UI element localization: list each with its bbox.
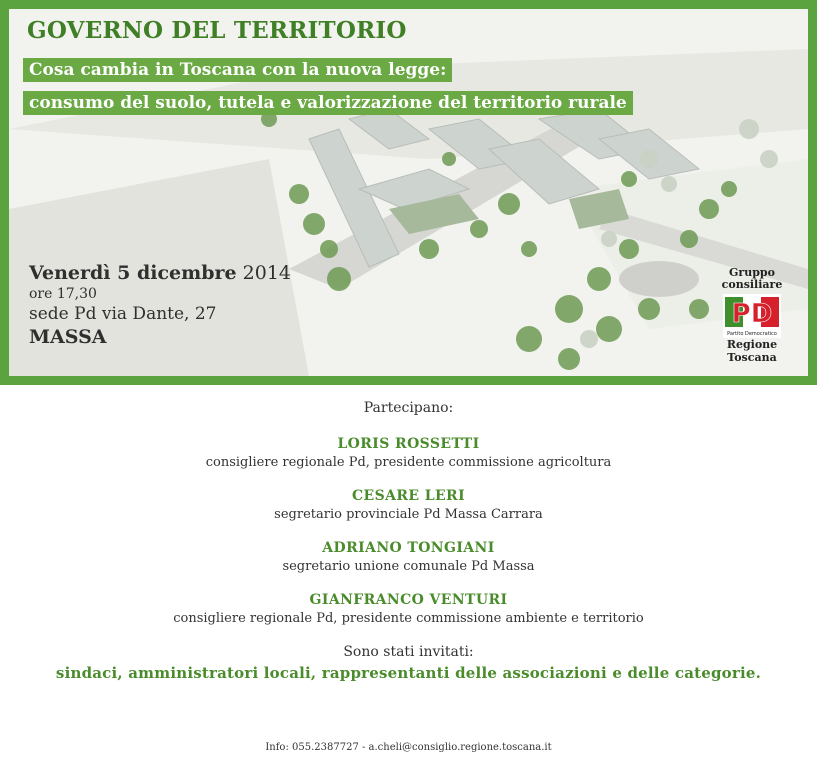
invited-intro: Sono stati invitati: (343, 644, 474, 660)
participant-item (0, 592, 817, 626)
participants-intro: Partecipano: (363, 400, 454, 416)
participant-name: ADRIANO TONGIANI (322, 540, 495, 556)
event-program (0, 400, 817, 682)
participant-item (0, 436, 817, 470)
participant-name: LORIS ROSSETTI (337, 436, 480, 452)
event-details (29, 262, 291, 348)
participant-name: GIANFRANCO VENTURI (309, 592, 508, 608)
event-date-day: Venerdì 5 dicembre (29, 262, 237, 284)
subtitle-line-2: consumo del suolo, tutela e valorizzazione del territorio rurale (23, 91, 633, 115)
contact-info: Info: 055.2387727 - a.cheli@consiglio.regione.toscana.it (265, 742, 552, 753)
participant-role: segretario unione comunale Pd Massa (282, 559, 535, 574)
logo-region-line-1: Regione (726, 338, 778, 351)
banner-image-area (9, 9, 808, 376)
event-banner (0, 0, 817, 385)
event-place: sede Pd via Dante, 27 (29, 304, 217, 324)
participant-role: segretario provinciale Pd Massa Carrara (274, 507, 543, 522)
pd-logo-icon (723, 294, 781, 338)
page-title: GOVERNO DEL TERRITORIO (27, 17, 407, 44)
event-time: ore 17,30 (29, 286, 97, 302)
logo-region-line-2: Toscana (727, 351, 777, 364)
logo-group-line-2: consiliare (721, 278, 783, 291)
logo-group-line-1: Gruppo (729, 266, 775, 279)
party-logo (716, 267, 788, 364)
logo-party-name: Partito Democratico (727, 331, 777, 337)
svg-text:PD: PD (731, 299, 773, 329)
event-date (29, 262, 291, 284)
participant-role: consigliere regionale Pd, presidente commissione agricoltura (205, 455, 612, 470)
subtitle-line-1: Cosa cambia in Toscana con la nuova legge: (23, 58, 452, 82)
event-date-year: 2014 (236, 262, 292, 284)
participant-item (0, 540, 817, 574)
participant-role: consigliere regionale Pd, presidente commissione ambiente e territorio (173, 611, 644, 626)
invited-list: sindaci, amministratori locali, rappresentanti delle associazioni e delle categorie. (55, 664, 762, 682)
event-city: MASSA (29, 326, 107, 348)
participant-item (0, 488, 817, 522)
participant-name: CESARE LERI (351, 488, 466, 504)
